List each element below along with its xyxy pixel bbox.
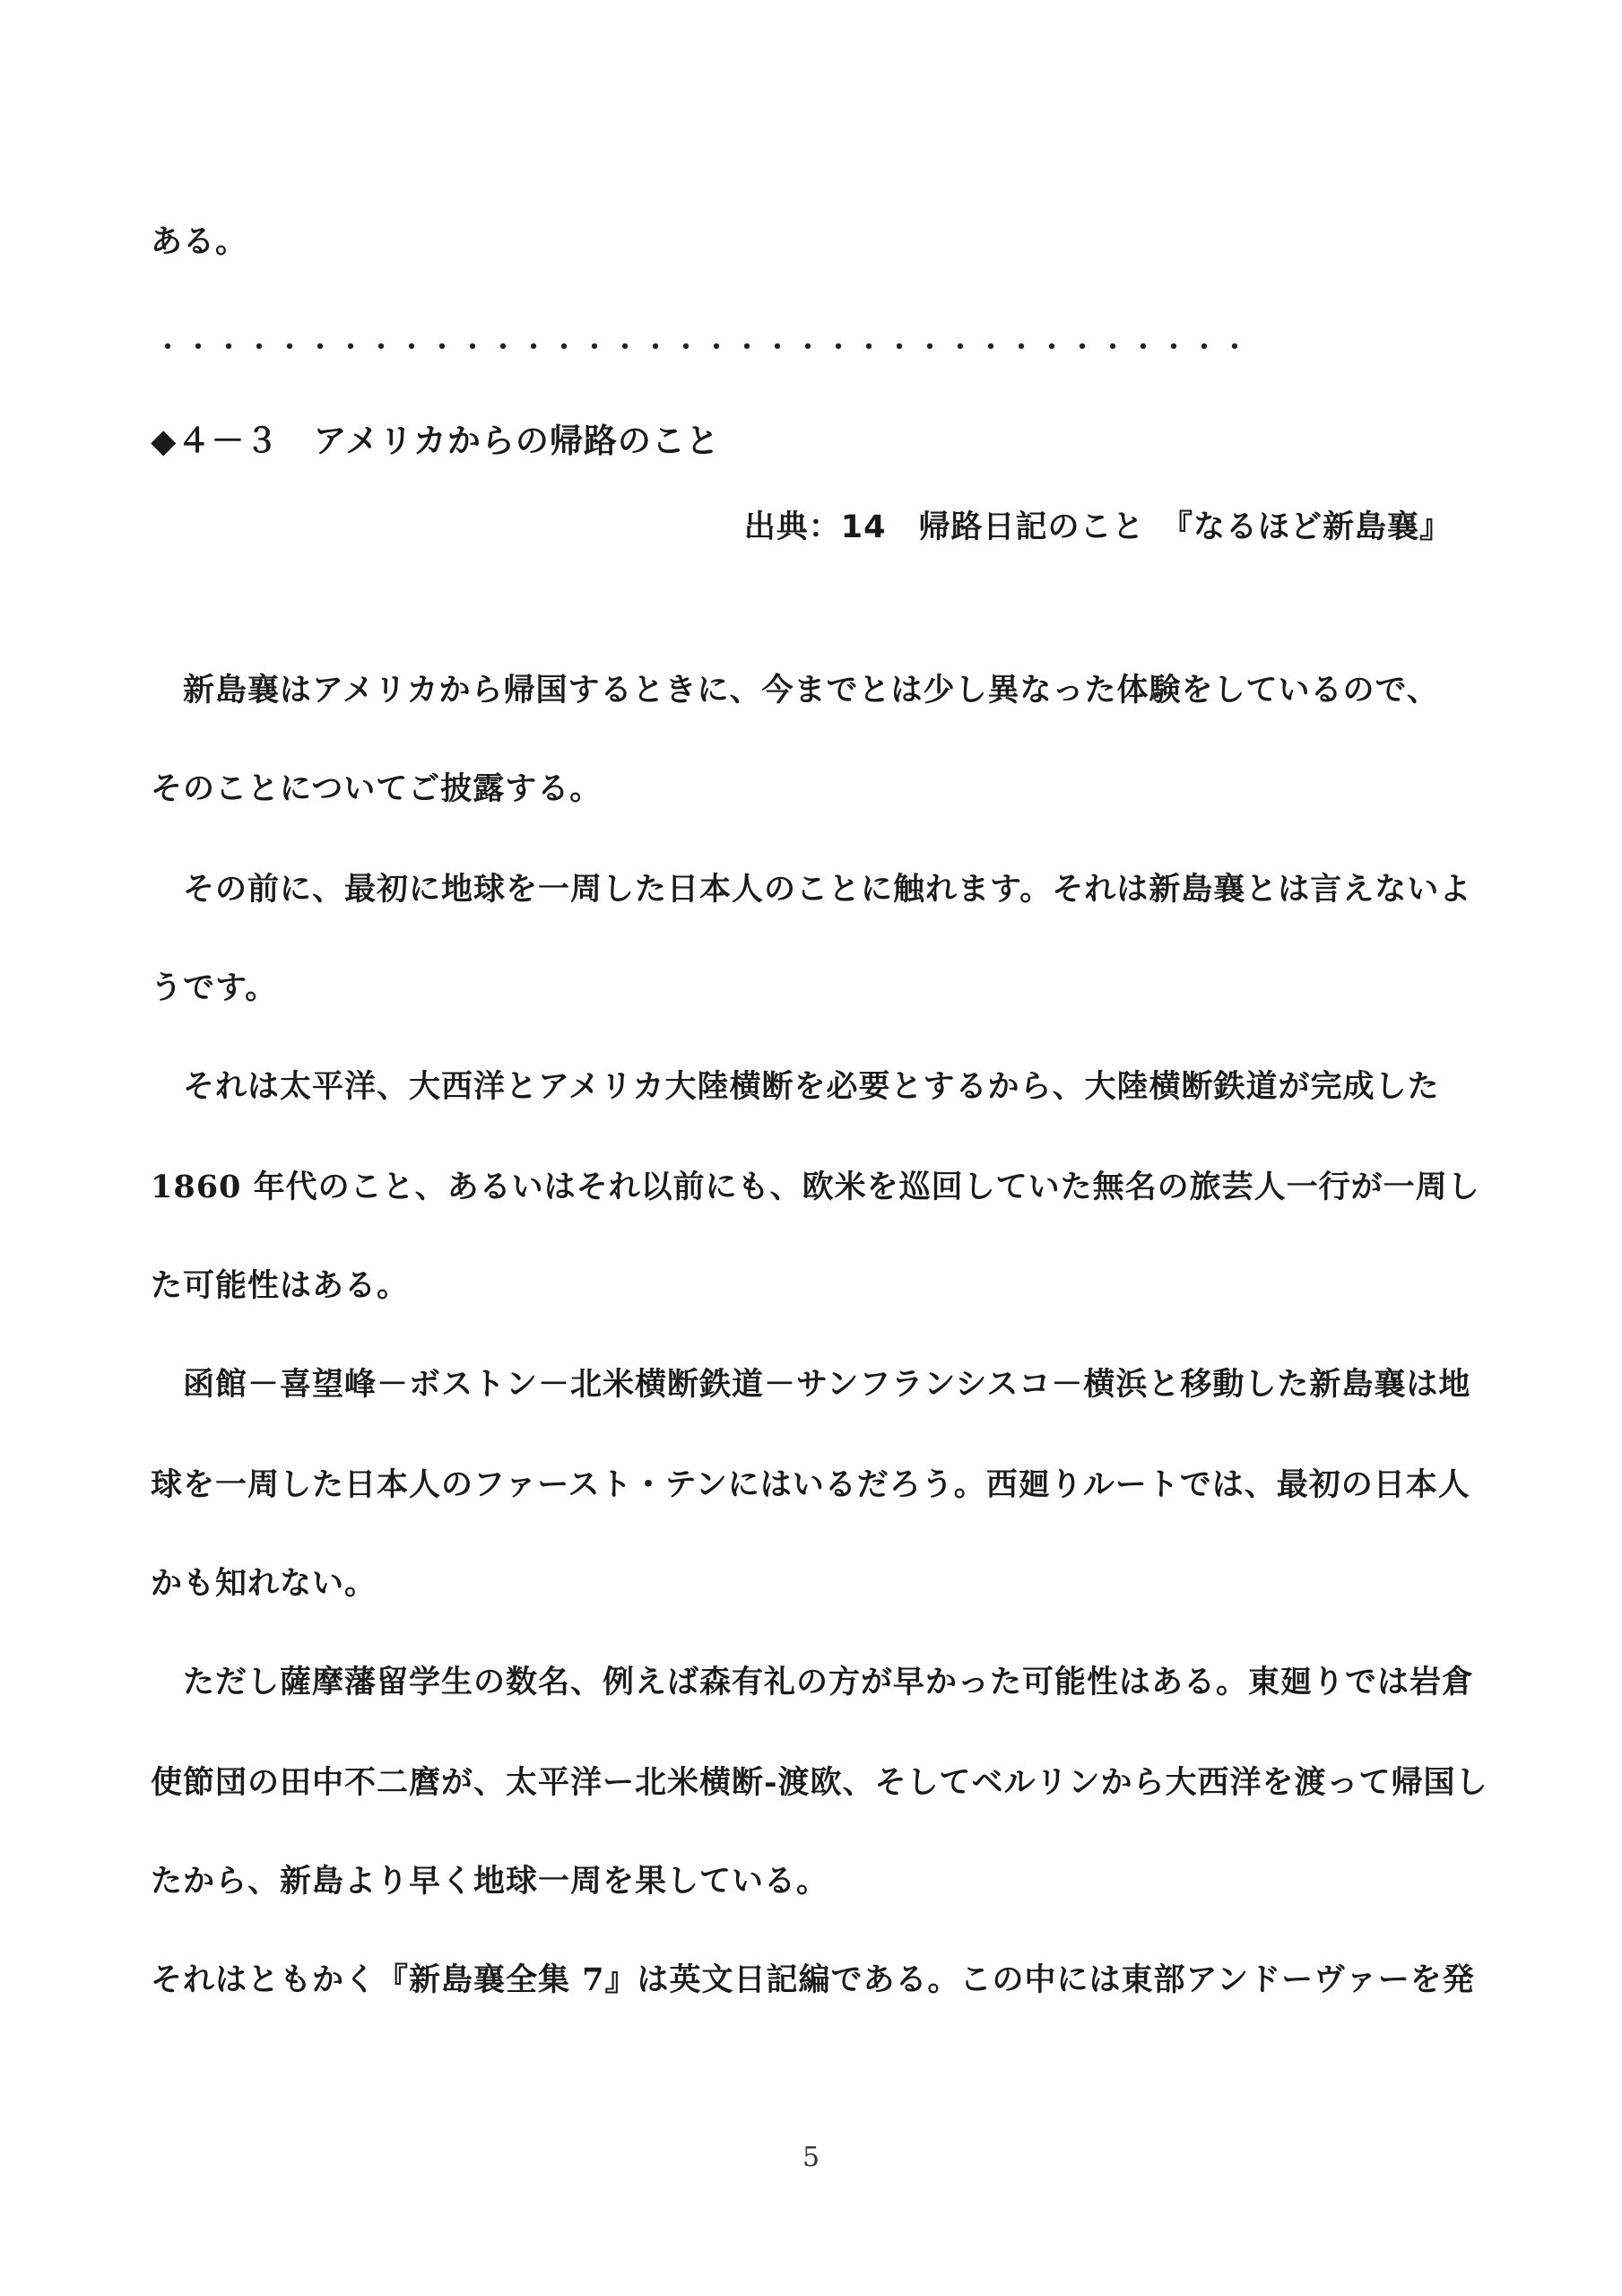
paragraph-5-line-3: たから、新島より早く地球一周を果している。 [151,1863,829,1900]
paragraph-5-line-1: ただし薩摩藩留学生の数名、例えば森有礼の方が早かった可能性はある。東廻りでは岩倉 [151,1664,1475,1700]
page-number: 5 [802,2142,820,2173]
section-heading: ◆４－３ アメリカからの帰路のこと [151,422,720,460]
paragraph-5-line-2: 使節団の田中不二麿が、太平洋ー北米横断-渡欧、そしてベルリンから大西洋を渡って帰国し [151,1764,1488,1801]
paragraph-4-line-2: 球を一周した日本人のファースト・テンにはいるだろう。西廻りルートでは、最初の日本人 [151,1466,1470,1503]
text-line-continuation: ある。 [151,223,248,260]
paragraph-2-line-1: その前に、最初に地球を一周した日本人のことに触れます。それは新島襄とは言えないよ [151,871,1472,908]
paragraph-1-line-1: 新島襄はアメリカから帰国するときに、今までとは少し異なった体験をしているので、 [151,672,1439,709]
paragraph-4-line-3: かも知れない。 [151,1565,377,1602]
paragraph-3-line-3: た可能性はある。 [151,1267,410,1304]
paragraph-1-line-2: そのことについてご披露する。 [151,770,603,807]
source-citation: 出典：14 帰路日記のこと 『なるほど新島襄』 [743,509,1452,545]
paragraph-4-line-1: 函館－喜望峰－ボストン－北米横断鉄道－サンフランシスコ－横浜と移動した新島襄は地 [151,1366,1471,1403]
paragraph-6-line-1: それはともかく『新島襄全集 7』は英文日記編である。この中には東部アンドーヴァーを発 [151,1961,1475,1998]
paragraph-2-line-2: うです。 [151,970,278,1006]
paragraph-3-line-2: 1860 年代のこと、あるいはそれ以前にも、欧米を巡回していた無名の旅芸人一行が一周し [151,1169,1480,1205]
dotted-separator: ・・・・・・・・・・・・・・・・・・・・・・・・・・・・・・・・・・・・ [152,330,1250,366]
paragraph-3-line-1: それは太平洋、大西洋とアメリカ大陸横断を必要とするから、大陸横断鉄道が完成した [151,1068,1440,1105]
